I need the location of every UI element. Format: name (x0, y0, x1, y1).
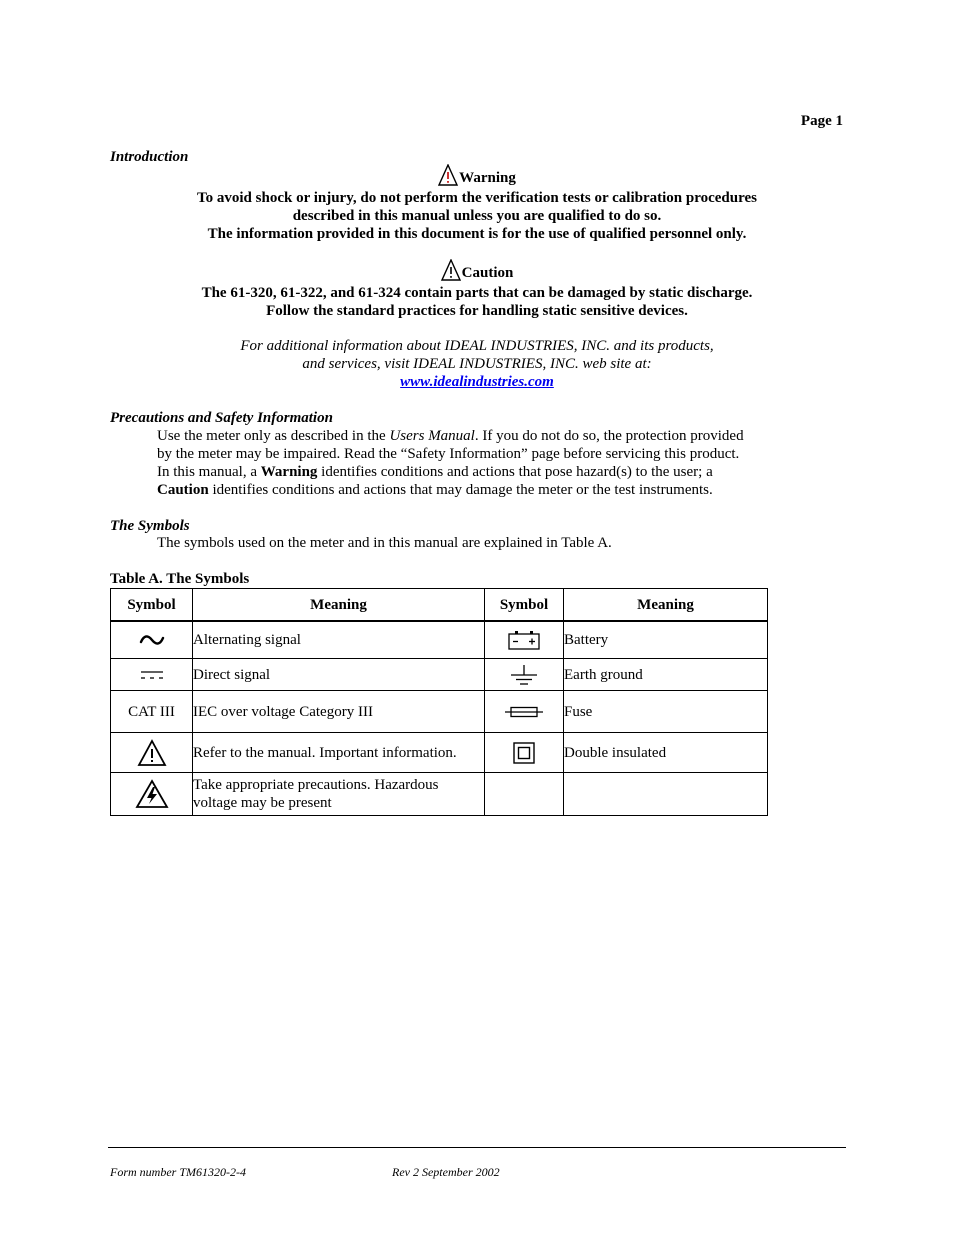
dc-signal-icon (139, 670, 165, 680)
meaning-cell: Battery (564, 621, 768, 659)
table-row (111, 733, 768, 773)
meaning-line: voltage may be present (193, 795, 332, 811)
empty-meaning-cell (564, 773, 768, 816)
empty-symbol-cell (485, 773, 564, 816)
precautions-heading: Precautions and Safety Information (110, 410, 333, 426)
website-link[interactable]: www.idealindustries.com (400, 374, 554, 390)
column-header: Meaning (564, 589, 768, 622)
meaning-cell: Fuse (564, 691, 768, 733)
info-line: and services, visit IDEAL INDUSTRIES, INC. web site at: (302, 356, 652, 372)
precautions-line (157, 481, 713, 499)
table-caption: Table A. The Symbols (110, 571, 250, 587)
caution-line: Follow the standard practices for handling static sensitive devices. (266, 303, 688, 319)
table-row (111, 621, 768, 659)
warning-term: Warning (260, 464, 318, 480)
meaning-cell: Alternating signal (193, 621, 485, 659)
footer-divider (108, 1147, 846, 1148)
text-run: identifies conditions and actions that pose hazard(s) to the user; a (317, 464, 713, 480)
ac-tilde-icon (139, 633, 165, 647)
symbol-cell: CAT III (111, 691, 193, 733)
footer-revision: Rev 2 September 2002 (392, 1165, 500, 1179)
symbols-intro: The symbols used on the meter and in this manual are explained in Table A. (157, 535, 612, 551)
warning-line: described in this manual unless you are qualified to do so. (292, 208, 662, 224)
warning-triangle-icon (137, 739, 167, 767)
footer-form-number: Form number TM61320-2-4 (110, 1165, 246, 1179)
symbol-cell (485, 733, 564, 773)
table-row (111, 773, 768, 816)
introduction-heading: Introduction (110, 149, 189, 165)
text-run: . If you do not do so, the protection provided (474, 428, 744, 444)
text-run: Use the meter only as described in the (157, 428, 390, 444)
warning-title (0, 164, 954, 187)
meaning-cell: Earth ground (564, 659, 768, 691)
warning-line: To avoid shock or injury, do not perform the verification tests or calibration procedures (197, 190, 757, 206)
precautions-line: by the meter may be impaired. Read the “Safety Information” page before servicing this product. (157, 446, 740, 462)
table-row (111, 691, 768, 733)
table-header-row (111, 589, 768, 622)
column-header: Symbol (111, 589, 193, 622)
text-run: identifies conditions and actions that may damage the meter or the test instruments. (208, 482, 713, 498)
symbol-cell (111, 773, 193, 816)
double-insulated-icon (513, 742, 535, 764)
symbols-heading: The Symbols (110, 518, 190, 534)
warning-triangle-icon (438, 164, 458, 186)
battery-icon (508, 630, 540, 650)
users-manual-emphasis: Users Manual (389, 428, 475, 444)
caution-line: The 61-320, 61-322, and 61-324 contain parts that can be damaged by static discharge. (201, 285, 753, 301)
caution-term: Caution (157, 482, 209, 498)
precautions-line (157, 427, 744, 445)
meaning-cell: IEC over voltage Category III (193, 691, 485, 733)
text-run: In this manual, a (157, 464, 261, 480)
caution-title-text: Caution (461, 265, 514, 281)
caution-title (0, 259, 954, 282)
symbol-cell (485, 691, 564, 733)
meaning-cell: Direct signal (193, 659, 485, 691)
table-row (111, 659, 768, 691)
symbol-cell (485, 659, 564, 691)
meaning-line: Take appropriate precautions. Hazardous (193, 777, 439, 793)
page-number: Page 1 (800, 113, 843, 129)
meaning-cell: Refer to the manual. Important information. (193, 733, 485, 773)
symbols-table (110, 588, 768, 816)
column-header: Symbol (485, 589, 564, 622)
website-line (0, 373, 954, 391)
meaning-cell (193, 773, 485, 816)
warning-title-text: Warning (459, 170, 516, 186)
precautions-line (157, 463, 713, 481)
symbol-cell (485, 621, 564, 659)
column-header: Meaning (193, 589, 485, 622)
warning-line: The information provided in this document is for the use of qualified personnel only. (207, 226, 747, 242)
symbol-cell (111, 733, 193, 773)
high-voltage-icon (135, 779, 169, 809)
caution-triangle-icon (441, 259, 461, 281)
fuse-icon (504, 706, 544, 718)
earth-ground-icon (509, 664, 539, 686)
info-line: For additional information about IDEAL INDUSTRIES, INC. and its products, (240, 338, 714, 354)
symbol-cell (111, 659, 193, 691)
symbol-cell (111, 621, 193, 659)
meaning-cell: Double insulated (564, 733, 768, 773)
